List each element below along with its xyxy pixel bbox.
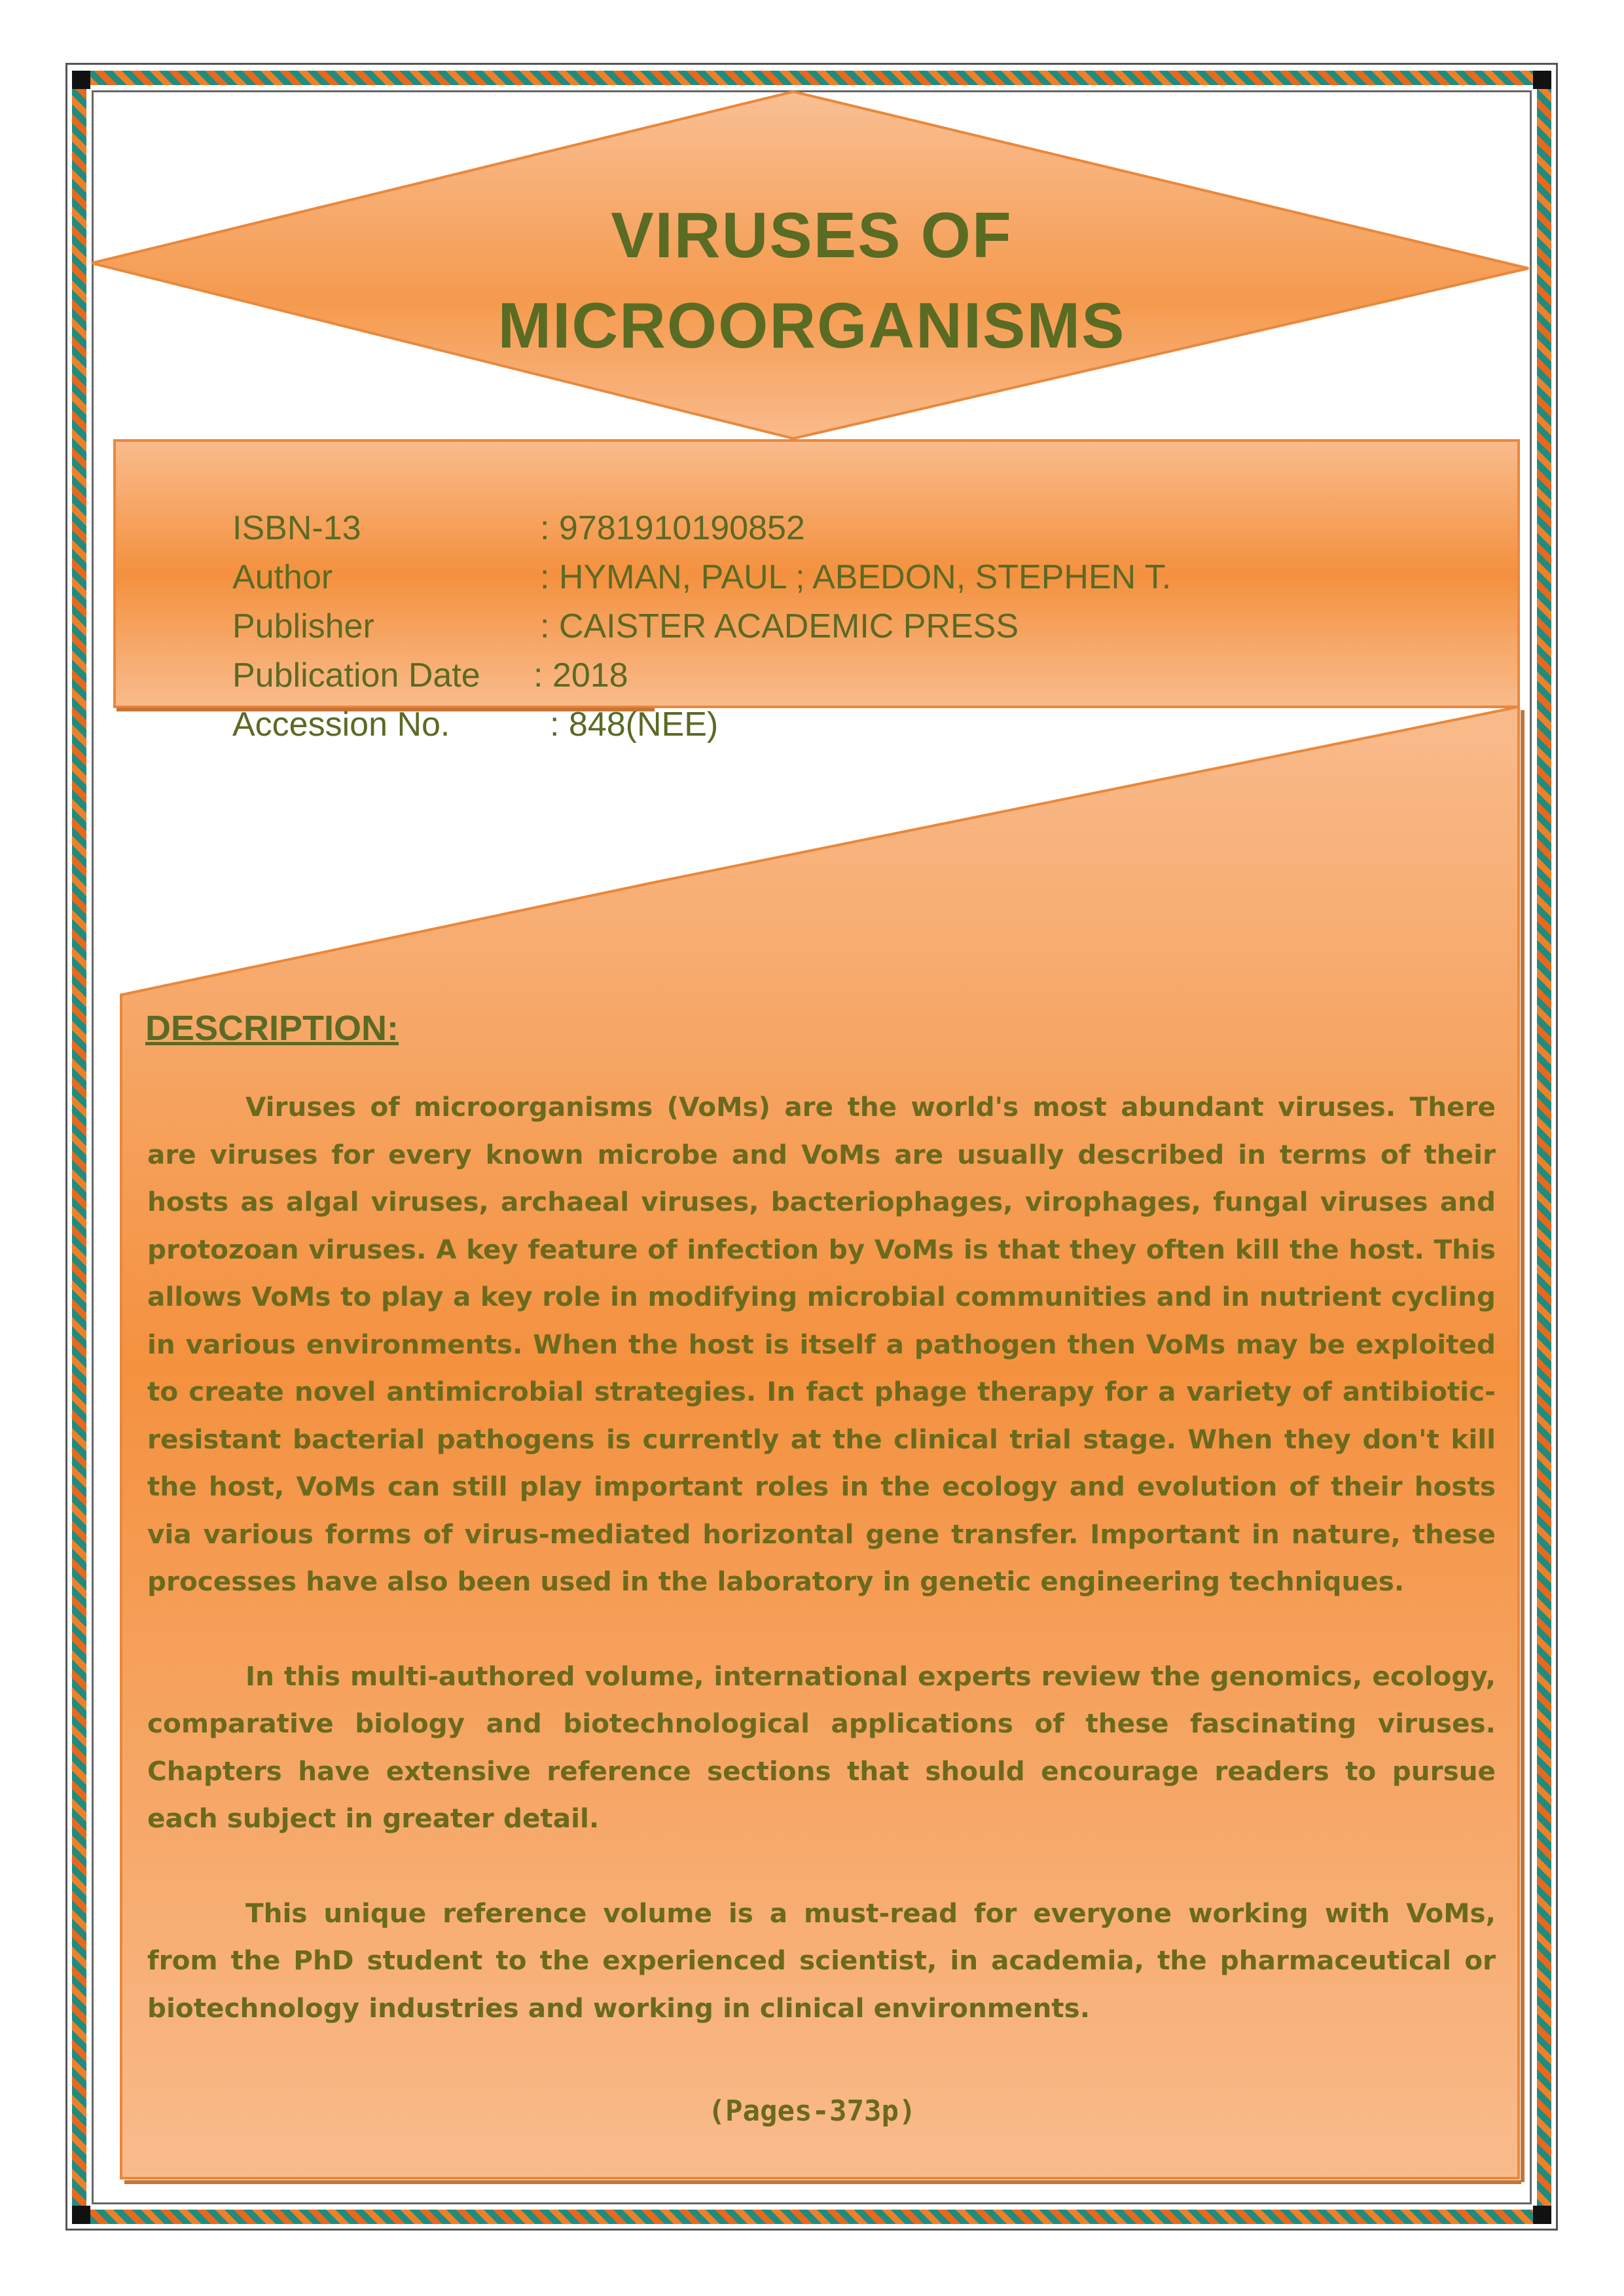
title-line-1: VIRUSES OF [611, 199, 1013, 271]
page-count: (Pages-373p) [708, 2094, 916, 2128]
info-label: Publisher [232, 607, 374, 645]
info-label: ISBN-13 [232, 509, 361, 547]
info-row-accession [232, 700, 1171, 749]
info-value: : 848(NEE) [550, 706, 719, 744]
description-body [147, 1083, 1496, 2079]
info-value: : 9781910190852 [540, 509, 805, 547]
info-value: : CAISTER ACADEMIC PRESS [540, 607, 1019, 645]
info-row-publisher [232, 602, 1171, 651]
page-title [367, 190, 1257, 370]
description-heading: DESCRIPTION: [145, 1009, 399, 1048]
description-paragraph: Viruses of microorganisms (VoMs) are the world's most abundant viruses. There are viruses for every known microbe and VoMs are usually described in terms of their hosts as algal viruses, archaeal viruses, bacteriophages, virophages, fungal viruses and protozoan viruses. A key feature of infection by VoMs is that they often kill the host. This allows VoMs to play a key role in modifying microbial communities and in nutrient cycling in various environments. When the host is itself a pathogen then VoMs may be exploited to create novel antimicrobial strategies. In fact phage therapy for a variety of antibiotic-resistant bacterial pathogens is currently at the clinical trial stage. When they don't kill the host, VoMs can still play important roles in the ecology and evolution of their hosts via various forms of virus-mediated horizontal gene transfer. Important in nature, these processes have also been used in the laboratory in genetic engineering techniques. [147, 1091, 1496, 1597]
description-paragraph: In this multi-authored volume, international experts review the genomics, ecology, comparative biology and biotechnological applications of these fascinating viruses. Chapters have extensive reference sections that should encourage readers to pursue each subject in greater detail. [147, 1660, 1496, 1834]
info-label: Author [232, 558, 333, 596]
info-row-isbn [232, 504, 1171, 553]
description-paragraph: This unique reference volume is a must-read for everyone working with VoMs, from the PhD student to the experienced scientist, in academia, the pharmaceutical or biotechnology industries and working in clinical environments. [147, 1897, 1496, 2024]
info-row-publication-date [232, 651, 1171, 700]
info-value: : 2018 [533, 656, 628, 694]
info-value: : HYMAN, PAUL ; ABEDON, STEPHEN T. [540, 558, 1172, 596]
book-info [232, 504, 1171, 749]
info-row-author [232, 553, 1171, 602]
info-label: Accession No. [232, 706, 450, 744]
info-label: Publication Date [232, 656, 480, 694]
title-line-2: MICROORGANISMS [497, 289, 1126, 361]
